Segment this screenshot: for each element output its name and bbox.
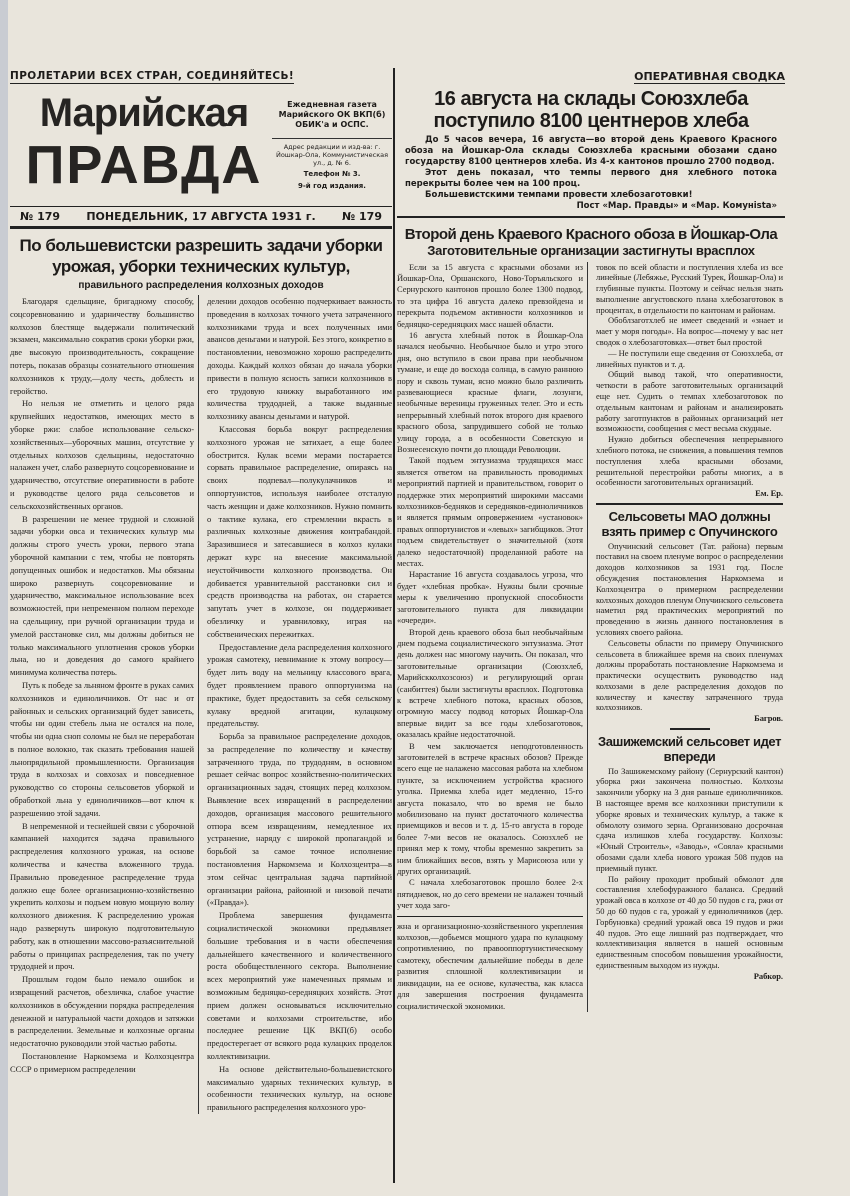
left-article-column-1	[10, 295, 199, 1114]
left-article-headline: По большевистски разрешить задачи уборки урожая, уборки технических культур,	[19, 236, 383, 276]
right-article-headline: Второй день Краевого Красного обоза в Йошкар-Ола	[404, 225, 778, 243]
left-article-columns	[10, 295, 392, 1114]
paragraph: В чем заключается неподготовленность заготовителей в встрече красных обозов? Прежде всего еще не налажено массовая работа на хлебном пункте, за исключением устройства красного уголка. Приемка хлеба идет медленно, 15-го августа показало, что во время не было мобилизовано на пункт достаточного количества приемщиков и весов и т. д. 15-го августа в городе более 7-ми весов не оказалось. Союзхлеб не принял мер к тому, чтобы временно закрепить за ним ближайших весов, взять у Марисоюза или у других организаций.	[397, 740, 583, 877]
paragraph: Предоставление дела распределения колхозного урожая самотеку, невнимание к этому вопросу—будет лить воду на мельницу классового врага, будет проявлением правого оппортунизма на практике, будет предоставить за себя сельскому кулаку вредной агитации, кулацкому предательству.	[207, 641, 392, 729]
svodka-body	[397, 135, 785, 212]
paragraph: Классовая борьба вокруг распределения колхозного урожая не затихает, а еще более обострится. Кулак всеми мерами постарается сорвать правильное распределение, опираясь на своих подпевал—полукулачников и оппортунистов, используя наиболее отсталую часть женщин и даже колхозников. Нужно помнить о тактике кулака, его стремлении вкрасть в различных колхозные движения контрабандой. Заразившиеся и затесавшиеся в колхоз кулаки держат курс на внесение максимальной неустойчивости колхозного производства. Он добивается уравнительной расстановки сил и средств производства на работах, он старается запутать учет в колхозе, он поддерживает обезличку и уравниловку, играя на собственических пережитках.	[207, 423, 392, 639]
paragraph: По Зашижемскому району (Сернурский кантон) уборка ржи закончена полностью. Колхозы закончили уборку на 3 дня раньше единоличников. В настоящее время все колхозники приступили к уборке яровых и технических культур, а также к обмолоту озимого зерна. Организовано досрочная сдача излишков хлеба государству. Колхозы: «Юный Строитель», «Заводь», «Сояла» красными обозами сдали хлеба нового урожая 508 пудов на приемный пункт.	[596, 765, 783, 873]
author-signature: Рабкор.	[753, 970, 783, 981]
newspaper-logo	[20, 90, 268, 194]
paragraph: Проблема завершения фундамента социалистической экономики предъявляет большие требования и в части обеспечения дальнейшего качественного и количественного роста обобществленного сектора. Выполнение всех мероприятий уже намеченных прямым и возможным бедняцко-середняцких хозяйств. Этот прием должен основываться исключительно советами и колхозами строительстве, ибо последнее решение ЦК ВКП(б) особо предостерегает от всякого рода кулацких проделок коллективизации.	[207, 910, 392, 1062]
paragraph: В разрешении не менее трудной и сложной задачи уборки овса и технических культур мы должны строго учесть уроки, первого этапа уборочной кампании с тем, чтобы не повторять допущенных ошибок и недостатков. Мы обязаны широко развернуть соцсоревнование и ударничество, максимальное использование всех возможностей, при непременном полном переходе на сдельщину, при ручной организации труда и умелой расстановке сил, мы должны добиться не только максимального уплотнения сроков уборки льна, но и доведения до самого крайнего минимума количества потерь.	[10, 513, 194, 678]
svodka-headline: 16 августа на склады Союзхлеба поступило 8100 центнеров хлеба	[433, 88, 749, 132]
date-bar	[10, 206, 392, 229]
issue-number-left: № 179	[20, 210, 61, 223]
paragraph: Если за 15 августа с красными обозами из Йошкар-Ола, Оршанского, Ново-Торъяльского и Сернурского кантонов прошло более 1300 подвод, то эта цифра 16 августа далеко превзойдена и перекрыта подъемом активности колхозников и бедняцко-середняцких масс нашей области.	[397, 261, 583, 329]
paragraph: — Не поступили еще сведения от Союзхлеба, от линейных пунктов и т. д.	[596, 347, 783, 369]
divider	[397, 216, 785, 218]
paragraph: товок по всей области и поступления хлеба из все линейные (Лебяжье, Русский Турек, Йошкар-Ола) и глубинные пункты. Поэтому и сейчас нельзя знать выполнение августовского плана хлебозаготовок в процентах, в отдельности по кантонам и районам.	[596, 261, 783, 315]
opuchinsky-headline: Сельсоветы МАО должны взять пример с Опучинского	[601, 508, 778, 539]
svodka-signature: Пост «Мар. Правды» и «Мар. Комунista»	[576, 201, 777, 211]
paragraph: Общий вывод такой, что оперативности, четкости в работе заготовительных организаций еще нет. Судить о темпах хлебозаготовок по отдельным кантонам и районам и анализировать работу заготпунктов в районных организаций нет возможности, сообщения с мест весьма скудные.	[596, 369, 783, 434]
paragraph: 16 августа хлебный поток в Йошкар-Ола начался необычно. Необычное было и утро этого дня, оно вступило в свои права при необычном тумане, и еще до восхода солнца, в самую раннюю пору и сквозь туман, ясно можно было различить развевающиеся красные флаги, лозунги, необычные вереницы груженных телег. Это и есть непрерывный хлебный поток второго дня краевого красного обоза, запрудившего собой не только улицу города, а в особенности Советскую и Вознесенскую почти до площади Революции.	[397, 329, 583, 454]
paragraph: Нарастание 16 августа создавалось угроза, что будет «хлебная пробка». Нужны были срочные меры к увеличению пропускной способности заготовительного пункта для ликвидации «очереди».	[397, 569, 583, 626]
paragraph: Второй день краевого обоза был необычайным днем подъема социалистического энтузиазма. Этот день должен нас многому научить. Он показал, что заготовительные организации (Союзхлеб, Марийскколхозсоюз) и регулирующий орган (санбиттея) были застигнуты врасплох. Подготовка к встрече хлебного потока, красных обозов, огромную массу подвод которых Йошкар-Ола впервые видит за все годы хлебозаготовок, оказалась крайне недостаточной.	[397, 626, 583, 740]
svodka-slogan: Большевистскими темпами провести хлебозаготовки!	[425, 190, 693, 200]
svodka-paragraph: До 5 часов вечера, 16 августа—во второй день Краевого Красного обоза на Йошкар-Ола склады Союзхлеба красными обозами сдано государству 8100 центнеров хлеба. Из 4-х кантонов прошло 2700 подвод.	[405, 135, 777, 167]
left-half	[10, 66, 392, 1114]
logo-line-1: Марийская	[39, 91, 249, 135]
section-label: ОПЕРАТИВНАЯ СВОДКА	[634, 70, 785, 83]
right-article-ending: жна и организационно-хозяйственного укрепления колхозов,—добьемся мощного удара по кулацкому сопротивлению, по правооппортунистическому самотеку, обеспечим дальнейшие победы в деле развития сплошной коллективизации и ликвидации, на ее основе, кулачества, как класса для завершения построения фундамента социалистической экономики.	[397, 920, 583, 1011]
paragraph: На основе действительно-большевистского максимально ударных технических культур, в особенности технических культур, на основе правильного распределения колхозного уро-	[207, 1063, 392, 1113]
paragraph: Постановление Наркомзема и Колхозцентра СССР о примерном распределении	[10, 1051, 194, 1074]
right-columns	[397, 262, 785, 1012]
paragraph: По району проходит пробный обмолот для составления хлебофуражного баланса. Средний урожай овса в колхозе от 40 до 50 пудов с га, ржи от 50 до 60 пудов с га, урожай у единоличников (дер. Горбуновка) средний урожай овса 19 пудов и ржи 40 пудов. Это еще лишний раз подтверждает, что коллективизация является в нашей основным единственным способом повышения урожайности, единственным выходом из нужды.	[596, 873, 783, 970]
paragraph: В непременной и теснейшей связи с уборочной кампанией находится задача правильного распределения колхозного урожая, на основе количества и качества вложенного труда. Правильно проведенное распределение труда должно еще более организационно-хозяйственно укрепить колхозы и подъем новую мощную волну колхозного движения. К распределению урожая надо развернуть широкую подготовительную работу, как в отношении массово-разъяснительной работы о принципах распределения, так по учету трудодней и проч.	[10, 820, 194, 972]
right-half	[397, 66, 785, 1012]
vertical-rule	[393, 68, 395, 1183]
author-signature: Ем. Ер.	[755, 488, 783, 499]
right-article-subhead: Заготовительные организации застигнуты врасплох	[427, 242, 755, 258]
paragraph: Нужно добиться обеспечения непрерывного хлебного потока, не снижения, а повышения темпов поступления хлеба красными обозами, решительной перестройки работы многих, а в особенности заготовительных организаций.	[596, 434, 783, 488]
paragraph: Прошлым годом было немало ошибок и извращений расчетов, обезличка, слабое участие колхозников в обсуждении порядка распределения денежной и натуральной части доходов и затяжки в распределении. Земельные и колхозные органы недостаточно руководили этой частью работы.	[10, 974, 194, 1049]
author-signature: Багров.	[754, 713, 783, 724]
phone: Телефон № 3.	[303, 170, 361, 178]
scan-edge	[0, 0, 8, 1196]
paragraph: делении доходов особенно подчеркивает важность проведения в колхозах точного учета затраченного колхозниками труда и всех полученных ими авансов деньгами и натурой. Без этого, конкретно в постановлении, невозможно хорошо распределить доходы. Каждый колхоз обязан до начала уборки привести в полную ясность записи колхозников в его трудовую книжку выработанного им количества трудодней, а также выданные колхознику авансы деньгами и натурой.	[207, 296, 392, 422]
right-article-column-2	[596, 262, 783, 1012]
issue-number-right: № 179	[341, 210, 382, 223]
divider	[596, 503, 783, 505]
masthead	[10, 90, 392, 202]
masthead-info	[272, 100, 392, 191]
paragraph: Такой подъем энтузиазма трудящихся масс является ответом на правильность проводимых мероприятий партией и правительством, говорит о поддержке этих мероприятий широкими массами колхозников-бедняков и середняков-единоличников и является прямым опровержением «установок» правых оппортунистов и «левых» загибщиков. Этот подъем свидетельствует о значительной (хотя далеко недостаточной) проделанной работе на местах.	[397, 455, 583, 569]
paragraph: Но нельзя не отметить и целого ряда крупнейших недостатков, имеющих место в уборке ржи: слабое использование сельско-хозяйственных—уборочных машин, отсутствие у отдельных колхозов сдельщины, недостаточно налажен учет, слабо развернуто соцсоревнование и ударничество, отсутствие оперативности в работе и руководстве целого ряда сельсоветов и сельскохозяйственных органов.	[10, 398, 194, 511]
paragraph: Борьба за правильное распределение доходов, за распределение по количеству и качеству затраченного труда, по трудодням, в основном решает сейчас вопрос хозяйственно-политических организационных задач, стоящих перед колхозом. Выявление всех извращений в распределении доходов, организация массового решительного отпора всем извращениям, немедленное их устранение, наряду с широкой пропагандой и борьбой за самое точное исполнение постановления Наркомзема и Колхозцентра—в этом сейчас центральная задача партийной организации района, районной и низовой печати («Правда»).	[207, 731, 392, 908]
paragraph: Обоблзаготхлеб не имеет сведений и «знает и мает у моря погоды». На вопрос—почему у вас нет сводок о хлебозаготовках—ответ был простой	[596, 315, 783, 348]
issue-date: ПОНЕДЕЛЬНИК, 17 АВГУСТА 1931 г.	[86, 210, 316, 223]
paragraph: Опучинский сельсовет (Тат. района) первым поставил на своем пленуме вопрос о распределении доходов колхозников за 1931 год. После обсуждения постановления Наркомзема и Колхозцентра о примерном распределении колхозных доходов пленум Опучинского сельсовета наметил ряд практических мероприятий по проведению в жизнь данного постановления в условиях своего района.	[596, 540, 783, 637]
masthead-motto: ПРОЛЕТАРИИ ВСЕХ СТРАН, СОЕДИНЯЙТЕСЬ!	[10, 70, 295, 82]
paragraph: Сельсоветы области по примеру Опучинского сельсовета в ближайшее время на своих пленумах должны проработать постановление Наркомзема и практически осуществить руководство над колхозами в деле распределения доходов по количеству и качеству затраченного труда колхозников.	[596, 637, 783, 713]
right-article-column-1	[397, 262, 588, 1012]
paragraph: С начала хлебозаготовок прошло более 2-х пятидневок, но до сего времени не налажен точный учет хода заго-	[397, 877, 583, 911]
divider	[397, 916, 583, 917]
publisher-info: Ежедневная газета Марийского ОК ВКП(б) ОБИК'а и ОСПС.	[278, 100, 386, 129]
svodka-paragraph: Этот день показал, что темпы первого дня хлебного потока перекрыты более чем на 100 проц.	[405, 168, 777, 189]
left-article-column-2	[207, 295, 392, 1114]
logo-line-2: ПРАВДА	[25, 135, 263, 195]
editorial-address: Адрес редакции и изд-ва: г. Йошкар-Ола, Коммунистическая ул., д. № 6.	[272, 138, 392, 167]
publication-year: 9-й год издания.	[298, 182, 366, 190]
paragraph: Благодаря сдельщине, бригадному способу, соцсоревнованию и ударничеству большинство колхозов блестяще выдержали политический экзамен, максимально сократив сроки уборки ржи, две высокую производительность, сокращение потерь, показав образцы сознательного отношения колхозников к труду,—долу честь, доблесть и геройство.	[10, 296, 194, 396]
zashizhem-headline: Зашижемский сельсовет идет впереди	[597, 733, 782, 764]
divider	[670, 728, 710, 730]
paragraph: Путь к победе за льняном фронте в руках самих колхозников и единоличников. От нас и от районных и сельских организаций будет зависеть, чтобы ни один стебель льна не остался на поле, чтобы ни одна сноп соломы не был не переработан в полное волокно, так сказать требования нашей льнопрядильной промышленности. Организация труда в колхозах и совхозах и повседневное руководство со стороны сельсоветов уборкой и обработкой льна у единоличников—вот ключ к разрешению этой задачи.	[10, 679, 194, 818]
left-article-subhead: правильного распределения колхозных доходов	[78, 280, 324, 291]
